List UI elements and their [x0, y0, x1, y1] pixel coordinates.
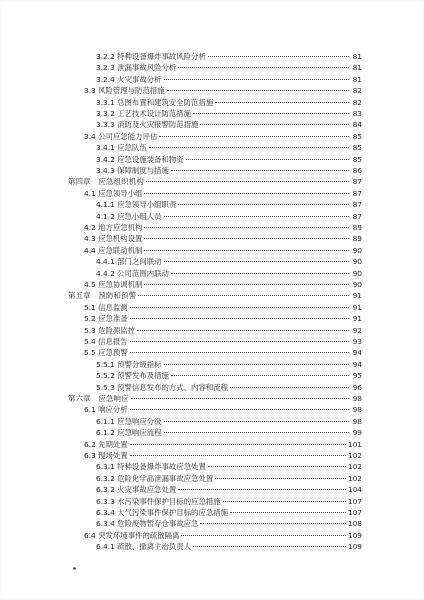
toc-page-number: 94: [352, 348, 362, 358]
toc-leader-dots: [130, 399, 349, 410]
toc-leader-dots: [171, 263, 349, 274]
toc-leader-dots: [178, 57, 349, 68]
toc-leader-dots: [164, 69, 350, 80]
toc-leader-dots: [171, 365, 349, 376]
toc-leader-dots: [167, 80, 349, 91]
toc-entry-title: 6.1.2 应急响应流程: [96, 428, 162, 438]
toc-leader-dots: [131, 388, 349, 399]
toc-page-number: 87: [352, 177, 362, 187]
toc-entry-title: 4.5 应急协调机制: [84, 280, 143, 289]
toc-page-number: 96: [352, 382, 362, 392]
toc-entry-title: 3.4.1 应急队伍: [96, 143, 147, 153]
toc-leader-dots: [138, 285, 349, 296]
toc-page-number: 102: [347, 451, 362, 460]
scan-speck: [72, 566, 77, 571]
toc-page-number: 90: [352, 245, 362, 255]
toc-entry-title: 3.4 公司应急能力评估: [84, 131, 158, 141]
toc-page-number: 94: [352, 359, 362, 369]
toc-leader-dots: [215, 92, 349, 103]
toc-page-number: 91: [352, 302, 362, 312]
toc-entry-title: 3.3.2 工艺技术设计防范措施: [96, 109, 192, 118]
toc-leader-dots: [164, 251, 350, 262]
toc-page-number: 84: [352, 120, 362, 130]
toc-entry-title: 3.2.4 火灾事故分析: [96, 74, 162, 84]
toc-leader-dots: [208, 456, 346, 467]
toc-entry-title: 5.5.3 预警信息发布的方式、内容和流程: [96, 382, 229, 392]
toc-page-number: 85: [352, 154, 362, 164]
toc-page-number: 101: [347, 439, 362, 449]
toc-entry-title: 3.4.3 保障制度与措施: [96, 166, 169, 175]
toc-page-number: 81: [352, 52, 362, 61]
toc-leader-dots: [159, 126, 349, 137]
toc-page-number: 98: [352, 405, 362, 415]
toc-page-number: 98: [352, 394, 362, 403]
toc-entry-title: 6.3.2 危险化学品泄漏事故应急处置: [96, 473, 214, 483]
toc-page-number: 102: [347, 473, 362, 483]
toc-page-number: 109: [347, 530, 362, 540]
toc-entry-title: 6.3.3 水污染事件保护目标的应急措施: [96, 496, 221, 506]
toc-page-number: 95: [352, 371, 362, 381]
toc-entry-title: 第六章 应急响应: [68, 394, 129, 403]
toc-entry-title: 5.5.1 预警分级指标: [96, 359, 162, 369]
toc-leader-dots: [208, 46, 349, 57]
toc-leader-dots: [144, 274, 349, 285]
toc-page-number: 99: [352, 428, 362, 438]
toc-leader-dots: [144, 228, 349, 239]
toc-entry-title: 4.3 应急机构设置: [84, 234, 143, 244]
toc-leader-dots: [186, 149, 349, 160]
toc-entry-title: 5.2 应急准备: [84, 314, 128, 324]
toc-entry-title: 6.4.1 疏散、撤离主治负责人: [96, 542, 192, 552]
toc-entry-title: 6.1 响应分析: [84, 405, 128, 415]
toc-entry-title: 3.3.1 总图布置和建筑安全防范措施: [96, 97, 214, 107]
toc-page-number: 82: [352, 97, 362, 107]
toc-page-number: 92: [352, 325, 362, 335]
toc-entry-title: 3.2.2 特种设备爆炸事故风险分析: [96, 52, 206, 61]
toc-leader-dots: [130, 308, 349, 319]
toc-entry-title: 4.1.2 应急小组人员: [96, 211, 162, 221]
toc-entry-title: 5.4 信息报告: [84, 337, 128, 346]
toc-page-number: 102: [347, 462, 362, 472]
toc-page-number: 81: [352, 74, 362, 84]
toc-page-number: 91: [352, 314, 362, 324]
toc-leader-dots: [230, 502, 346, 513]
toc-entry-title: 5.3 危险源监控: [84, 325, 136, 335]
toc-entry-title: 6.3.4 危险废物暂存仓事故应急: [96, 519, 199, 529]
toc-page-number: 90: [352, 257, 362, 267]
toc-leader-dots: [178, 194, 349, 205]
toc-leader-dots: [223, 491, 346, 502]
toc-entry-title: 4.1 应急领导小组: [84, 188, 143, 198]
toc-leader-dots: [200, 513, 345, 524]
toc-page-number: 104: [347, 485, 362, 495]
toc-entry-title: 6.3.4 大气污染事件保护目标的应急措施: [96, 508, 229, 517]
toc-leader-dots: [137, 320, 349, 331]
toc-entry-title: 3.4.2 应急设施装备和物资: [96, 154, 184, 164]
toc-page-number: 83: [352, 109, 362, 118]
toc-page-number: 107: [347, 508, 362, 517]
toc-entry-title: 5.1 信息监测: [84, 302, 128, 312]
toc-leader-dots: [149, 137, 349, 148]
toc-entry-title: 6.3 现场处置: [84, 451, 128, 460]
toc-entry-title: 5.5 应急预警: [84, 348, 128, 358]
toc-leader-dots: [164, 206, 350, 217]
toc-page-number: 89: [352, 223, 362, 232]
toc-entry-title: 4.4.2 公司范围内联动: [96, 268, 169, 278]
toc-leader-dots: [130, 342, 349, 353]
toc-leader-dots: [130, 331, 349, 342]
toc-entry-title: 3.3 风险管理与防范措施: [84, 86, 165, 96]
toc-leader-dots: [181, 525, 345, 536]
toc-page-number: 81: [352, 63, 362, 73]
toc-entry-title: 第四章 应急组织机构: [68, 177, 144, 187]
toc-entry-title: 第五章 预防和预警: [68, 291, 137, 301]
toc-page-number: 90: [352, 268, 362, 278]
toc-leader-dots: [171, 160, 349, 171]
toc-leader-dots: [130, 297, 349, 308]
toc-page-number: 85: [352, 131, 362, 141]
toc-page-number: 108: [347, 519, 362, 529]
toc-page-number: 89: [352, 234, 362, 244]
toc-page-number: 90: [352, 280, 362, 289]
toc-leader-dots: [230, 377, 349, 388]
toc-entry-title: 4.2 地方应急机构: [84, 223, 143, 232]
toc-page-number: 107: [347, 496, 362, 506]
toc-entry-title: 5.5.2 预警发布及措施: [96, 371, 169, 381]
toc-entry: [96, 538, 362, 552]
toc-leader-dots: [144, 183, 349, 194]
toc-entry-title: 3.3.3 消防及火灾报警防范措施: [96, 120, 199, 130]
toc-page-number: 85: [352, 143, 362, 153]
toc-entry-title: 6.2 先期处置: [84, 439, 128, 449]
toc-leader-dots: [200, 114, 349, 125]
toc-entry-title: 6.3.1 特种设备爆炸事故应急处置: [96, 462, 206, 472]
toc-page-number: 87: [352, 211, 362, 221]
toc-leader-dots: [215, 468, 346, 479]
toc-page-number: 98: [352, 416, 362, 426]
toc-page-number: 82: [352, 86, 362, 96]
toc-entry-title: 6.3.2 火灾事故应急处置: [96, 485, 177, 495]
toc-entry-title: 4.4 应急联动机制: [84, 245, 143, 255]
toc-leader-dots: [164, 354, 350, 365]
toc-entry-title: 4.1.1 应急领导小组职责: [96, 200, 177, 210]
toc-leader-dots: [164, 411, 350, 422]
toc-page-number: 86: [352, 166, 362, 175]
toc-leader-dots: [144, 240, 349, 251]
toc-entry-title: 3.2.3 泄漏事故风险分析: [96, 63, 177, 73]
toc-entry-title: 6.1.1 应急响应分级: [96, 416, 162, 426]
toc-page-number: 87: [352, 188, 362, 198]
toc-leader-dots: [193, 103, 349, 114]
toc-leader-dots: [146, 171, 349, 182]
toc-page-number: 91: [352, 291, 362, 301]
toc-page-number: 87: [352, 200, 362, 210]
toc-leader-dots: [130, 445, 346, 456]
toc-leader-dots: [130, 434, 346, 445]
toc-leader-dots: [164, 422, 350, 433]
toc-entry-title: 4.4.1 部门之间联动: [96, 257, 162, 267]
toc-entry-title: 6.4 突发环境事件的疏散隔离: [84, 530, 180, 540]
toc-leader-dots: [193, 536, 346, 547]
toc-leader-dots: [144, 217, 349, 228]
toc-page-number: 109: [347, 542, 362, 552]
toc-page-number: 93: [352, 337, 362, 346]
toc-leader-dots: [178, 479, 346, 490]
